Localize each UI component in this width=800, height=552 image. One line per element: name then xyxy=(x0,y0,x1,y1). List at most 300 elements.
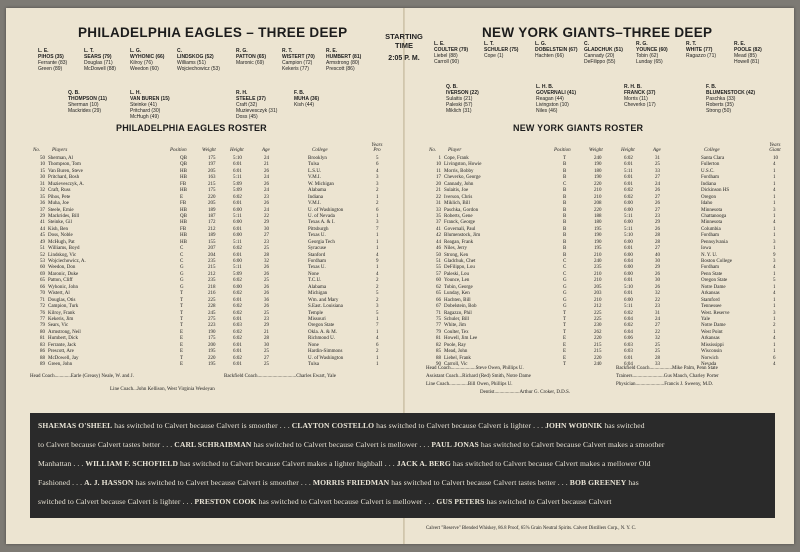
player-age: 26 xyxy=(264,271,269,277)
player-years: 9 xyxy=(773,252,776,258)
player-name: Niles, Jerry xyxy=(444,246,468,252)
player-years: 2 xyxy=(376,349,379,355)
player-weight: 175 xyxy=(208,336,216,342)
player-height: 5:11 xyxy=(233,175,242,181)
player-name: Wojciechowicz, A. xyxy=(48,259,86,264)
player-age: 22 xyxy=(264,213,269,219)
player-position: B xyxy=(563,201,567,207)
player-weight: 225 xyxy=(594,310,602,316)
player-weight: 225 xyxy=(594,316,602,322)
player-years: 1 xyxy=(376,213,379,219)
player-years: 4 xyxy=(773,265,776,271)
player-age: 29 xyxy=(655,265,660,271)
player-number: 89 xyxy=(40,362,45,367)
player-name: Cheverko, George xyxy=(444,175,481,181)
player-number: 62 xyxy=(436,284,441,290)
player-name: Humbert, Dick xyxy=(48,336,78,342)
starter-name: HUMBERT (81) xyxy=(326,54,362,60)
player-position: B xyxy=(563,175,567,181)
player-weight: 155 xyxy=(208,239,216,245)
header-position: Position xyxy=(554,148,571,153)
player-height: 6:01 xyxy=(624,355,633,361)
header-years: Years Giant xyxy=(769,143,781,153)
player-weight: 225 xyxy=(208,297,216,303)
player-position: FB xyxy=(180,226,187,232)
player-position: B xyxy=(563,252,567,258)
position-label: R. G. xyxy=(236,48,248,54)
player-age: 26 xyxy=(655,271,660,277)
player-college: W. Michigan xyxy=(308,181,334,187)
player-number: 60 xyxy=(436,278,441,284)
player-position: HB xyxy=(180,233,187,239)
player-age: 26 xyxy=(655,284,660,290)
player-age: 30 xyxy=(655,278,660,284)
player-age: 25 xyxy=(655,349,660,355)
player-years: 3 xyxy=(773,310,776,316)
player-height: 6:02 xyxy=(624,310,633,316)
player-age: 32 xyxy=(655,291,660,297)
backup-name: Steinke (41) xyxy=(130,102,157,108)
header-no: No. xyxy=(429,148,437,153)
ad-text: to Calvert because Calvert tastes better . . . xyxy=(38,440,175,449)
player-years: 6 xyxy=(376,207,379,213)
player-age: 32 xyxy=(264,259,269,264)
player-position: HB xyxy=(180,175,187,181)
position-group xyxy=(434,41,468,65)
player-years: 5 xyxy=(376,291,379,297)
backup-name: Lunday (65) xyxy=(636,59,663,65)
player-number: 50 xyxy=(436,252,441,258)
player-years: 3 xyxy=(376,220,379,226)
header-years: Years Pro xyxy=(371,143,383,153)
player-college: Arkansas xyxy=(701,336,720,342)
player-years: 1 xyxy=(773,201,776,207)
player-college: Fordham xyxy=(701,175,720,181)
position-label: L. T. xyxy=(84,48,94,54)
player-height: 6:02 xyxy=(624,323,633,329)
player-years: 6 xyxy=(376,162,379,168)
player-college: Fullerton xyxy=(701,162,720,168)
player-age: 27 xyxy=(655,207,660,213)
player-height: 6:01 xyxy=(233,252,242,258)
ad-line xyxy=(38,497,612,506)
player-name: Howell, Jim Lee xyxy=(444,336,478,342)
player-height: 5:11 xyxy=(624,168,633,174)
starter-name: DOBELSTEIN (67) xyxy=(535,47,578,53)
ad-text: has switched to Calvert because Calvert makes a smoother xyxy=(478,440,665,449)
backup-name: Paleski (57) xyxy=(446,102,473,108)
player-years: 1 xyxy=(773,194,776,200)
player-position: B xyxy=(563,226,567,232)
player-years: 4 xyxy=(773,162,776,168)
player-weight: 210 xyxy=(594,271,602,277)
header-college: College xyxy=(312,148,328,153)
ad-text: has switched to Calvert because Calvert is mellower . . . xyxy=(251,440,432,449)
player-position: T xyxy=(563,310,567,316)
position-label: C. xyxy=(584,41,589,47)
eagles-backfield-coach: Backfield Coach...............................Charles Ewart, Yale xyxy=(224,374,336,379)
position-group xyxy=(536,84,576,114)
backup-name: Mackrides (29) xyxy=(68,108,102,114)
giants-three-deep-title: NEW YORK GIANTS–THREE DEEP xyxy=(482,25,713,40)
player-weight: 212 xyxy=(208,226,216,232)
player-weight: 187 xyxy=(208,213,216,219)
backup-name: Livingston (10) xyxy=(536,102,569,108)
player-age: 26 xyxy=(264,291,269,297)
starter-name: LINDSKOG (52) xyxy=(177,54,214,60)
starter-name: YOUNCE (60) xyxy=(636,47,668,53)
player-name: Hachten, Bill xyxy=(444,297,471,303)
player-position: T xyxy=(563,362,567,367)
player-college: Nevada xyxy=(701,362,717,367)
player-weight: 163 xyxy=(208,175,216,181)
ad-text: switched to Calvert because Calvert is lighter . . . xyxy=(38,497,195,506)
player-height: 6:02 xyxy=(233,329,242,335)
backup-name: Weedon (60) xyxy=(130,66,159,72)
position-label: F. B. xyxy=(294,90,305,96)
header-weight: Weight xyxy=(202,148,216,153)
player-years: 3 xyxy=(376,175,379,181)
player-name: Steinke, Gil xyxy=(48,220,72,226)
player-name: McHugh, Pat xyxy=(48,239,75,245)
player-name: Pritchard, Bosh xyxy=(48,175,80,181)
backup-name: Carroll (90) xyxy=(434,59,460,65)
player-name: Campion, Turk xyxy=(48,304,79,310)
player-years: 2 xyxy=(376,284,379,290)
backup-name: Hachten (66) xyxy=(535,53,564,59)
player-weight: 212 xyxy=(208,271,216,277)
player-position: B xyxy=(563,168,567,174)
player-weight: 235 xyxy=(208,278,216,284)
player-college: Columbia xyxy=(701,226,721,232)
player-number: 17 xyxy=(436,175,441,181)
player-weight: 205 xyxy=(208,168,216,174)
player-weight: 218 xyxy=(208,284,216,290)
player-weight: 220 xyxy=(594,207,602,213)
player-weight: 235 xyxy=(208,259,216,264)
player-college: Fordham xyxy=(701,265,720,271)
player-number: 20 xyxy=(436,181,441,187)
player-position: B xyxy=(563,162,567,168)
player-position: T xyxy=(180,291,184,297)
player-age: 25 xyxy=(655,342,660,348)
backup-name: Wojciechowicz (53) xyxy=(177,66,220,72)
customer-name: GUS PETERS xyxy=(436,497,485,506)
player-college: Missouri xyxy=(308,316,326,322)
position-group xyxy=(706,84,755,114)
player-age: 26 xyxy=(264,304,269,310)
position-group xyxy=(636,41,668,65)
player-number: 90 xyxy=(436,362,441,367)
ad-text: has switched to Calvert because Calvert is smoother . . . xyxy=(133,478,313,487)
player-college: Minnesota xyxy=(701,207,723,213)
calvert-ad-footer: Calvert "Reserve" Blended Whiskey, 86.8 Proof, 65% Grain Neutral Spirits. Calvert Distillers Corp., N. Y. C. xyxy=(426,526,637,531)
player-height: 5:10 xyxy=(624,233,633,239)
backup-name: Reagan (44) xyxy=(536,96,564,102)
player-weight: 240 xyxy=(594,362,602,367)
player-age: 23 xyxy=(264,316,269,322)
player-height: 5:09 xyxy=(233,271,242,277)
player-weight: 245 xyxy=(208,310,216,316)
position-group xyxy=(177,48,220,72)
player-weight: 215 xyxy=(594,342,602,348)
player-weight: 223 xyxy=(208,323,216,329)
player-weight: 180 xyxy=(594,168,602,174)
player-years: 5 xyxy=(376,310,379,316)
player-number: 57 xyxy=(436,271,441,277)
player-weight: 228 xyxy=(208,304,216,310)
player-college: West. Reserve xyxy=(701,310,730,316)
customer-name: PRESTON COOK xyxy=(194,497,257,506)
player-name: Weedon, Don xyxy=(48,265,76,271)
program-sheet xyxy=(6,8,794,544)
player-position: FB xyxy=(180,181,187,187)
player-height: 6:02 xyxy=(624,194,633,200)
position-group xyxy=(535,41,578,59)
player-years: 4 xyxy=(773,336,776,342)
backup-name: Williams (51) xyxy=(177,60,206,66)
player-height: 6:00 xyxy=(624,220,633,226)
player-height: 6:02 xyxy=(233,278,242,284)
giants-trainers: Trainers.........................Gus Mauch, Charley Porter xyxy=(616,374,719,379)
player-years: 1 xyxy=(376,355,379,361)
player-college: Oregon xyxy=(701,194,716,200)
player-weight: 230 xyxy=(594,323,602,329)
starter-name: SCHULER (75) xyxy=(484,47,519,53)
player-weight: 215 xyxy=(208,265,216,271)
starter-name: WYHONIC (66) xyxy=(130,54,165,60)
player-age: 24 xyxy=(655,316,660,322)
player-years: 1 xyxy=(773,226,776,232)
player-college: Tulsa xyxy=(308,162,319,168)
player-name: Wyhonic, John xyxy=(48,284,78,290)
player-weight: 220 xyxy=(208,355,216,361)
ad-text: has xyxy=(626,478,639,487)
player-age: 30 xyxy=(264,342,269,348)
position-label: R. E. xyxy=(326,48,338,54)
player-position: E xyxy=(180,362,184,367)
player-age: 27 xyxy=(655,194,660,200)
player-number: 86 xyxy=(40,349,45,355)
player-height: 6:06 xyxy=(624,336,633,342)
player-position: E xyxy=(563,349,567,355)
backup-name: Mead (85) xyxy=(734,53,757,59)
player-number: 10 xyxy=(40,162,45,168)
player-weight: 220 xyxy=(594,355,602,361)
player-position: E xyxy=(563,355,567,361)
ad-line xyxy=(38,421,645,430)
player-number: 21 xyxy=(436,188,441,194)
player-weight: 220 xyxy=(594,336,602,342)
position-label: L. G. xyxy=(130,48,142,54)
player-age: 27 xyxy=(655,175,660,181)
backup-name: Roberts (35) xyxy=(706,102,734,108)
player-height: 6:00 xyxy=(624,265,633,271)
starter-name: VAN BUREN (15) xyxy=(130,96,170,102)
player-name: Dobelstein, Bob xyxy=(444,304,477,310)
player-number: 15 xyxy=(40,168,45,174)
player-weight: 175 xyxy=(208,156,216,161)
player-name: Franck, George xyxy=(444,220,476,226)
player-age: 26 xyxy=(264,181,269,187)
player-height: 6:02 xyxy=(233,304,242,310)
player-years: 5 xyxy=(376,156,379,161)
ad-text: has switched to Calvert because Calvert makes a lighter highball . . . xyxy=(178,459,397,468)
player-number: 36 xyxy=(40,201,45,207)
player-years: 9 xyxy=(376,259,379,264)
eagles-three-deep-title: PHILADELPHIA EAGLES – THREE DEEP xyxy=(78,25,348,40)
position-label: F. B. xyxy=(706,84,717,90)
player-age: 21 xyxy=(264,329,269,335)
player-number: 53 xyxy=(40,259,45,264)
player-name: Maronic, Duke xyxy=(48,271,79,277)
player-number: 51 xyxy=(436,259,441,264)
player-weight: 180 xyxy=(594,220,602,226)
player-college: S.East. Louisiana xyxy=(308,304,343,310)
player-age: 23 xyxy=(655,304,660,310)
player-years: 3 xyxy=(376,181,379,187)
player-years: 1 xyxy=(773,271,776,277)
position-label: R. T. xyxy=(686,41,697,47)
player-name: Cope, Frank xyxy=(444,156,469,161)
player-height: 6:04 xyxy=(624,362,633,367)
player-college: Indiana xyxy=(701,181,716,187)
backup-name: Kekeris (77) xyxy=(282,66,309,72)
player-number: 69 xyxy=(40,271,45,277)
player-position: HB xyxy=(180,168,187,174)
backup-name: Morris (11) xyxy=(624,96,648,102)
player-height: 6:01 xyxy=(624,162,633,168)
player-age: 28 xyxy=(655,233,660,239)
starter-name: IVERSON (22) xyxy=(446,90,479,96)
player-years: 1 xyxy=(773,342,776,348)
player-age: 22 xyxy=(655,297,660,303)
position-label: L. E. xyxy=(434,41,445,47)
player-number: 65 xyxy=(436,291,441,297)
player-college: Indiana xyxy=(308,194,323,200)
player-height: 6:01 xyxy=(233,297,242,303)
position-group xyxy=(68,90,107,114)
player-position: G xyxy=(563,291,567,297)
player-college: Tennessee xyxy=(701,304,722,310)
header-no: No. xyxy=(33,148,41,153)
player-height: 6:04 xyxy=(624,329,633,335)
player-number: 22 xyxy=(436,194,441,200)
player-college: Texas U. xyxy=(308,265,326,271)
customer-name: MORRIS FRIEDMAN xyxy=(312,478,390,487)
starter-name: THOMPSON (11) xyxy=(68,96,107,102)
position-group xyxy=(236,90,277,120)
player-name: McDowell, Jay xyxy=(48,355,79,361)
player-name: Prescott, Are xyxy=(48,349,74,355)
player-college: Pittsburgh xyxy=(308,226,329,232)
player-years: 4 xyxy=(773,188,776,194)
backup-name: Green (89) xyxy=(38,66,63,72)
backup-name: Pritchard (30) xyxy=(130,108,161,114)
player-college: Syracuse xyxy=(308,246,327,252)
player-number: 88 xyxy=(436,355,441,361)
player-weight: 195 xyxy=(594,246,602,252)
backup-name: Sherman (10) xyxy=(68,102,99,108)
player-age: 24 xyxy=(655,181,660,187)
player-age: 23 xyxy=(264,194,269,200)
player-number: 11 xyxy=(436,168,441,174)
player-name: Muha, Joe xyxy=(48,201,69,207)
player-name: Sherman, Al xyxy=(48,156,73,161)
player-height: 6:02 xyxy=(624,188,633,194)
starter-name: COULTER (79) xyxy=(434,47,469,53)
position-group xyxy=(734,41,762,65)
position-group xyxy=(84,48,116,72)
player-number: 35 xyxy=(436,213,441,219)
player-name: Morris, Bobby xyxy=(444,168,474,174)
player-position: E xyxy=(180,336,184,342)
backup-name: Ferrante (83) xyxy=(38,60,68,66)
position-group xyxy=(484,41,518,59)
player-position: G xyxy=(180,284,184,290)
player-height: 5:09 xyxy=(233,181,242,187)
player-position: G xyxy=(563,278,567,284)
player-college: Alabama xyxy=(308,284,327,290)
player-name: Sulaitis, Joe xyxy=(444,188,469,194)
player-position: E xyxy=(180,349,184,355)
player-weight: 220 xyxy=(208,194,216,200)
player-position: B xyxy=(563,194,567,200)
customer-name: JACK A. BERG xyxy=(396,459,451,468)
player-number: 75 xyxy=(436,316,441,322)
player-weight: 235 xyxy=(594,265,602,271)
player-name: Craft, Russ xyxy=(48,188,71,194)
player-age: 25 xyxy=(655,162,660,168)
player-number: 33 xyxy=(436,207,441,213)
giants-dentist: Dentist....................Arthur G. Croker, D.D.S. xyxy=(480,390,571,395)
giants-backfield-coach: Backfield Coach..................Mike Palm, Penn State xyxy=(616,366,718,371)
player-years: 1 xyxy=(773,297,776,303)
player-height: 6:00 xyxy=(624,252,633,258)
player-number: 76 xyxy=(40,310,45,316)
position-group xyxy=(236,48,266,66)
backup-name: Liebel (88) xyxy=(434,53,458,59)
player-position: FB xyxy=(180,201,187,207)
player-college: Idaho xyxy=(701,201,713,207)
header-age: Age xyxy=(653,148,661,153)
player-number: 65 xyxy=(40,278,45,284)
calvert-advertisement xyxy=(30,413,775,518)
player-height: 6:02 xyxy=(233,355,242,361)
giants-assistant-coach: Assistant Coach...Richard (Red) Smith, Notre Dame xyxy=(426,374,531,379)
player-years: 1 xyxy=(773,304,776,310)
player-position: T xyxy=(180,310,184,316)
player-height: 6:03 xyxy=(233,323,242,329)
backup-name: Muzievesczyk (31) xyxy=(236,108,278,114)
start-time: 2:05 P. M. xyxy=(388,55,420,62)
header-position: Position xyxy=(170,148,187,153)
player-height: 5:11 xyxy=(233,213,242,219)
player-years: 6 xyxy=(376,342,379,348)
position-group xyxy=(584,41,623,65)
player-weight: 220 xyxy=(594,181,602,187)
player-number: 79 xyxy=(436,329,441,335)
player-years: 3 xyxy=(773,207,776,213)
player-age: 22 xyxy=(655,329,660,335)
player-name: Paleski, Lou xyxy=(444,271,469,277)
player-number: 31 xyxy=(436,201,441,207)
starter-name: BLUMENSTOCK (42) xyxy=(706,90,756,96)
player-age: 26 xyxy=(655,201,660,207)
player-name: Kekeris, Jim xyxy=(48,316,74,322)
player-college: West Point xyxy=(701,329,723,335)
player-years: 1 xyxy=(376,265,379,271)
